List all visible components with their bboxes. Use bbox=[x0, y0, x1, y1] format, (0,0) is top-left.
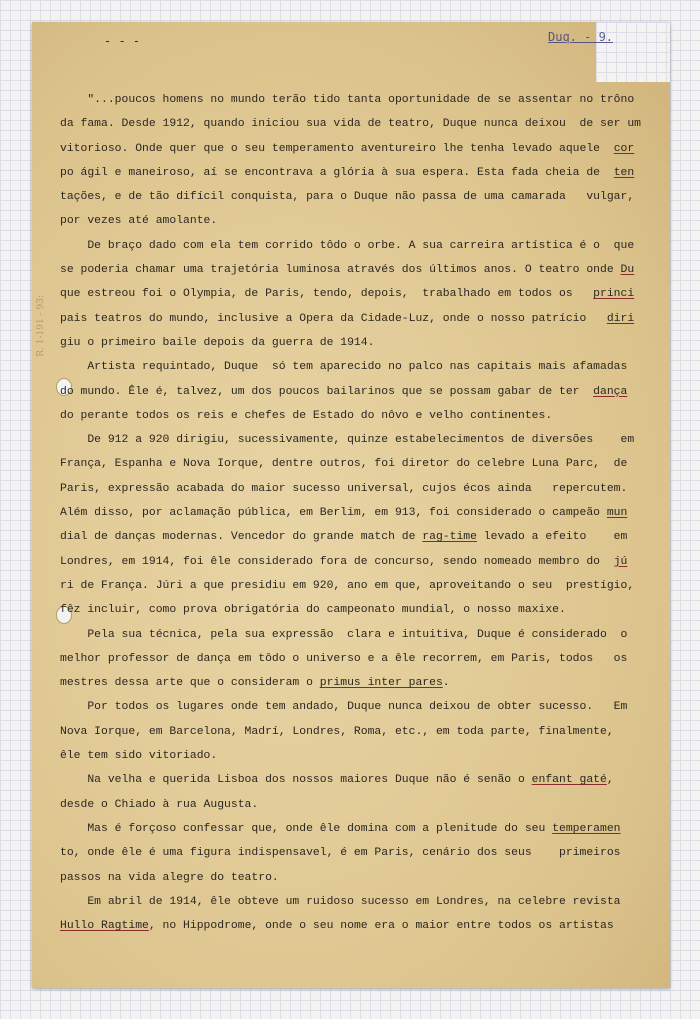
text-line bbox=[60, 258, 670, 282]
underlined-text: princi bbox=[593, 288, 635, 301]
text-segment: to, onde êle é uma figura indispensavel, é em Paris, cenário dos seus primeiros bbox=[60, 847, 621, 860]
text-segment: De braço dado com ela tem corrido tôdo o orbe. A sua carreira artística é o que bbox=[60, 239, 635, 252]
text-segment: Por todos os lugares onde tem andado, Duque nunca deixou de obter sucesso. Em bbox=[60, 701, 628, 714]
text-segment: por vezes até amolante. bbox=[60, 215, 218, 228]
text-line bbox=[60, 841, 670, 865]
text-segment: dial de danças modernas. Vencedor do grande match de bbox=[60, 531, 423, 544]
text-segment: . bbox=[442, 677, 450, 690]
text-line bbox=[60, 282, 670, 306]
text-line bbox=[60, 817, 670, 841]
text-segment: do mundo. Êle é, talvez, um dos poucos bailarinos que se possam gabar de ter bbox=[60, 385, 594, 398]
text-line bbox=[60, 647, 670, 671]
text-line bbox=[60, 866, 670, 890]
text-line bbox=[60, 501, 670, 525]
text-segment: se poderia chamar uma trajetória luminosa através dos últimos anos. O teatro onde bbox=[60, 264, 621, 277]
underlined-text: cor bbox=[613, 142, 635, 155]
underlined-text: mun bbox=[606, 507, 628, 520]
text-segment: passos na vida alegre do teatro. bbox=[60, 871, 279, 884]
text-segment: que estreou foi o Olympia, de Paris, tendo, depois, trabalhado em todos os bbox=[60, 288, 594, 301]
underlined-text: jú bbox=[613, 555, 628, 568]
text-line bbox=[60, 890, 670, 914]
underlined-text: diri bbox=[606, 312, 635, 325]
page-number: Duq. - 9. bbox=[548, 30, 614, 44]
text-segment: Além disso, por aclamação pública, em Berlim, em 913, foi considerado o campeão bbox=[60, 507, 607, 520]
text-segment: Na velha e querida Lisboa dos nossos maiores Duque não é senão o bbox=[60, 774, 532, 787]
text-segment: da fama. Desde 1912, quando iniciou sua vida de teatro, Duque nunca deixou de ser um bbox=[60, 118, 642, 131]
margin-note: R. 1-191 - 93: bbox=[36, 295, 46, 357]
text-line bbox=[60, 477, 670, 501]
text-line bbox=[60, 137, 670, 161]
text-line bbox=[60, 234, 670, 258]
text-segment: França, Espanha e Nova Iorque, dentre outros, foi diretor do celebre Luna Parc, de bbox=[60, 458, 628, 471]
text-segment: melhor professor de dança em tôdo o universo e a êle recorrem, em Paris, todos os bbox=[60, 652, 628, 665]
text-segment: pais teatros do mundo, inclusive a Opera da Cidade-Luz, onde o nosso patrício bbox=[60, 312, 607, 325]
text-line bbox=[60, 671, 670, 695]
text-segment: do perante todos os reis e chefes de Estado do nôvo e velho continentes. bbox=[60, 409, 553, 422]
text-segment: mestres dessa arte que o consideram o bbox=[60, 677, 320, 690]
text-line bbox=[60, 574, 670, 598]
text-line bbox=[60, 623, 670, 647]
text-line bbox=[60, 914, 670, 938]
text-segment: , no Hippodrome, onde o seu nome era o maior entre todos os artistas bbox=[148, 920, 614, 933]
text-line bbox=[60, 744, 670, 768]
text-segment: Artista requintado, Duque só tem aparecido no palco nas capitais mais afamadas bbox=[60, 361, 628, 374]
underlined-text: rag-time bbox=[422, 531, 477, 544]
underlined-text: Hullo Ragtime bbox=[60, 920, 149, 933]
text-segment: "...poucos homens no mundo terão tido tanta oportunidade de se assentar no trôno bbox=[60, 94, 635, 106]
text-line bbox=[60, 428, 670, 452]
text-segment: giu o primeiro baile depois da guerra de 1914. bbox=[60, 336, 375, 349]
text-segment: , bbox=[606, 774, 614, 787]
text-line bbox=[60, 598, 670, 622]
text-segment: êle tem sido vitoriado. bbox=[60, 750, 218, 763]
text-segment: Paris, expressão acabada do maior sucesso universal, cujos écos ainda repercutem. bbox=[60, 482, 628, 495]
text-segment: po ágil e maneiroso, aí se encontrava a glória à sua espera. Esta fada cheia de bbox=[60, 166, 614, 179]
text-line bbox=[60, 768, 670, 792]
text-segment: Em abril de 1914, êle obteve um ruidoso sucesso em Londres, na celebre revista bbox=[60, 895, 621, 908]
text-segment: desde o Chiado à rua Augusta. bbox=[60, 798, 259, 811]
text-line bbox=[60, 209, 670, 233]
underlined-text: Du bbox=[620, 264, 635, 277]
text-line bbox=[60, 185, 670, 209]
text-line bbox=[60, 720, 670, 744]
underlined-text: enfant gaté bbox=[531, 774, 607, 787]
text-segment: fêz incluir, como prova obrigatória do campeonato mundial, o nosso maxixe. bbox=[60, 604, 566, 617]
text-line bbox=[60, 452, 670, 476]
text-line bbox=[60, 88, 670, 112]
underlined-text: temperamen bbox=[552, 822, 621, 835]
text-line bbox=[60, 793, 670, 817]
header-dashes: - - - bbox=[104, 34, 141, 48]
text-line bbox=[60, 695, 670, 719]
typescript-body bbox=[60, 88, 670, 938]
text-line bbox=[60, 331, 670, 355]
text-line bbox=[60, 112, 670, 136]
text-segment: levado a efeito em bbox=[476, 531, 628, 544]
text-line bbox=[60, 355, 670, 379]
text-segment: Mas é forçoso confessar que, onde êle domina com a plenitude do seu bbox=[60, 822, 553, 835]
text-segment: Pela sua técnica, pela sua expressão clara e intuitiva, Duque é considerado o bbox=[60, 628, 628, 641]
underlined-text: primus inter pares bbox=[319, 677, 443, 690]
text-segment: ri de França. Júri a que presidiu em 920, ano em que, aproveitando o seu prestígio, bbox=[60, 579, 635, 592]
text-segment: tações, e de tão difícil conquista, para o Duque não passa de uma camarada vulgar, bbox=[60, 191, 635, 204]
text-segment: Londres, em 1914, foi êle considerado fora de concurso, sendo nomeado membro do bbox=[60, 555, 614, 568]
text-line bbox=[60, 404, 670, 428]
text-line bbox=[60, 525, 670, 549]
underlined-text: dança bbox=[593, 385, 628, 398]
underlined-text: ten bbox=[613, 166, 635, 179]
text-line bbox=[60, 380, 670, 404]
text-line bbox=[60, 161, 670, 185]
text-line bbox=[60, 307, 670, 331]
text-line bbox=[60, 550, 670, 574]
text-segment: De 912 a 920 dirigiu, sucessivamente, quinze estabelecimentos de diversões em bbox=[60, 434, 635, 447]
text-segment: vitorioso. Onde quer que o seu temperamento aventureiro lhe tenha levado aquele bbox=[60, 142, 614, 155]
text-segment: Nova Iorque, em Barcelona, Madrí, Londres, Roma, etc., em toda parte, finalmente, bbox=[60, 725, 614, 738]
